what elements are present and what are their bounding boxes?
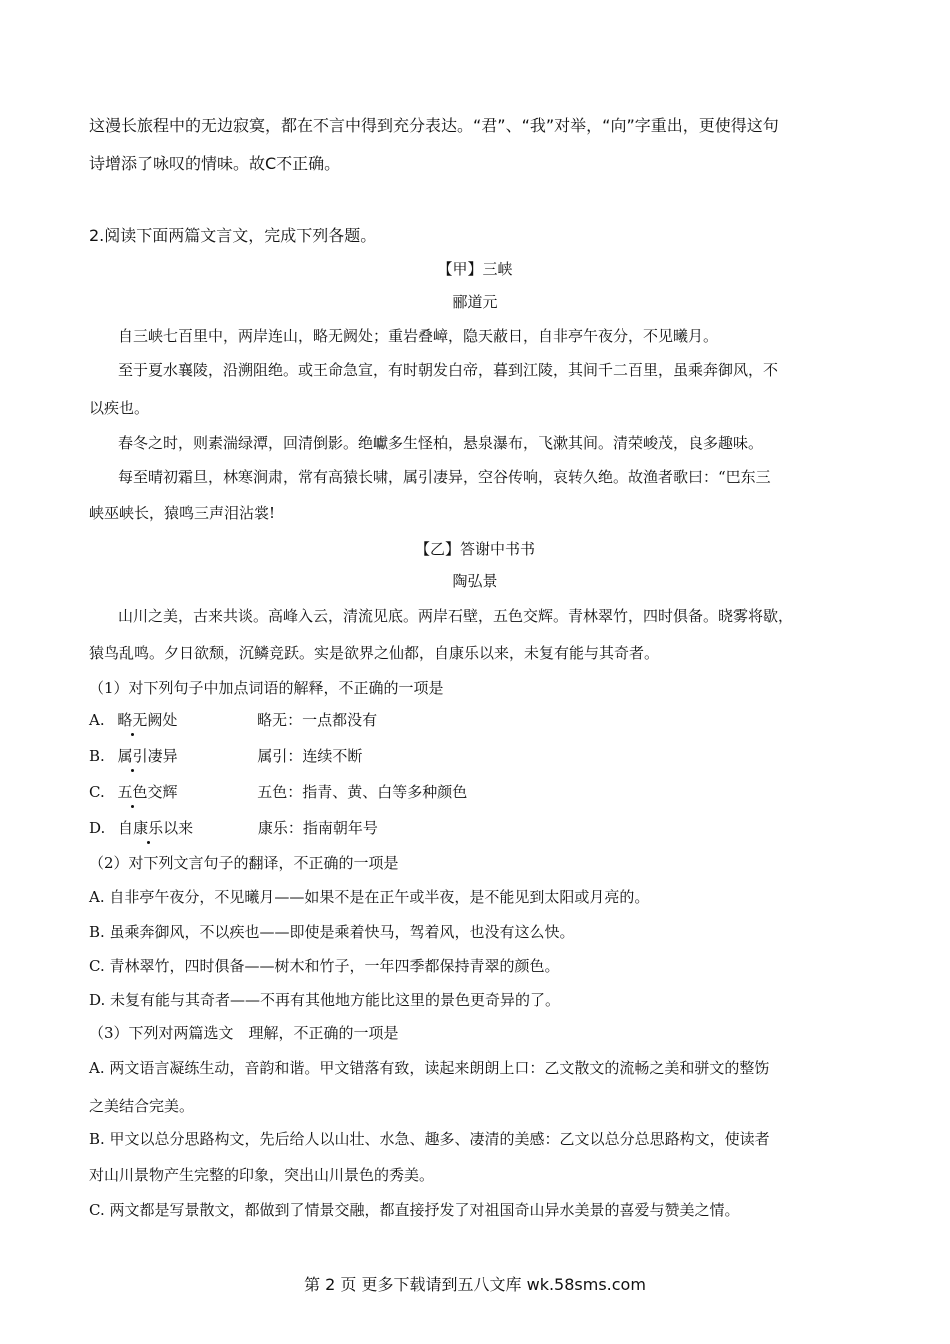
- option-sentence: 属引凄异: [117, 747, 178, 765]
- jia-author: 郦道元: [452, 293, 498, 311]
- q1-option-a: [89, 710, 377, 730]
- q1-option-b: [89, 746, 362, 766]
- q1-stem: （1）对下列句子中加点词语的解释，不正确的一项是: [89, 679, 444, 697]
- intro-line-1: 这漫长旅程中的无边寂寞，都在不言中得到充分表达。“君”、“我”对举，“向”字重出，更使得这句: [89, 116, 779, 135]
- q1-option-c: [89, 782, 467, 802]
- page-footer: 第 2 页 更多下载请到五八文库 wk.58sms.com: [304, 1275, 646, 1294]
- jia-paragraph-4-cont: 峡巫峡长，猿鸣三声泪沾裳!: [89, 504, 276, 522]
- dotted-word: 康乐: [133, 819, 164, 837]
- yi-paragraph-1-cont: 猿鸟乱鸣。夕日欲颓，沉鳞竞跃。实是欲界之仙都，自康乐以来，未复有能与其奇者。: [89, 644, 660, 662]
- option-gloss: 康乐：指南朝年号: [257, 819, 378, 837]
- q3-stem: （3）下列对两篇选文 理解，不正确的一项是: [89, 1024, 399, 1042]
- q3-option-b-cont: 对山川景物产生完整的印象，突出山川景色的秀美。: [89, 1166, 435, 1184]
- option-label: D.: [89, 819, 106, 837]
- dotted-word: 略无: [117, 711, 148, 729]
- q1-option-d: [89, 818, 378, 838]
- option-sentence: 五色交辉: [117, 783, 178, 801]
- q3-option-a-cont: 之美结合完美。: [89, 1097, 195, 1115]
- yi-paragraph-1: 山川之美，古来共谈。高峰入云，清流见底。两岸石壁，五色交辉。青林翠竹，四时俱备。晓雾将歇，: [118, 607, 794, 625]
- q2-option-b: B. 虽乘奔御风，不以疾也——即使是乘着快马，驾着风，也没有这么快。: [89, 923, 575, 941]
- dotted-word: 五色: [117, 783, 148, 801]
- q2-option-c: C. 青林翠竹，四时俱备——树木和竹子，一年四季都保持青翠的颜色。: [89, 957, 560, 975]
- q3-option-c: C. 两文都是写景散文，都做到了情景交融，都直接抒发了对祖国奇山异水美景的喜爱与赞美之情。: [89, 1201, 740, 1219]
- q2-option-a: A. 自非亭午夜分，不见曦月——如果不是在正午或半夜，是不能见到太阳或月亮的。: [89, 888, 650, 906]
- yi-title: 【乙】答谢中书书: [414, 540, 535, 558]
- jia-paragraph-1: 自三峡七百里中，两岸连山，略无阙处；重岩叠嶂，隐天蔽日，自非亭午夜分，不见曦月。: [118, 327, 719, 345]
- q2-option-d: D. 未复有能与其奇者——不再有其他地方能比这里的景色更奇异的了。: [89, 991, 561, 1009]
- question-heading: 2.阅读下面两篇文言文，完成下列各题。: [89, 226, 377, 245]
- option-gloss: 略无：一点都没有: [257, 711, 378, 729]
- option-label: C.: [89, 783, 105, 801]
- jia-title: 【甲】三峡: [437, 260, 513, 278]
- option-gloss: 属引：连续不断: [257, 747, 363, 765]
- jia-paragraph-2-cont: 以疾也。: [89, 399, 150, 417]
- option-sentence: 略无阙处: [117, 711, 178, 729]
- option-label: B.: [89, 747, 105, 765]
- q2-stem: （2）对下列文言句子的翻译，不正确的一项是: [89, 854, 399, 872]
- intro-line-2: 诗增添了咏叹的情味。故C不正确。: [89, 154, 341, 173]
- option-sentence: 自康乐以来: [118, 819, 194, 837]
- dotted-word: 属引: [117, 747, 148, 765]
- jia-paragraph-4: 每至晴初霜旦，林寒涧肃，常有高猿长啸，属引凄异，空谷传响，哀转久绝。故渔者歌曰：“巴东三: [118, 468, 771, 486]
- yi-author: 陶弘景: [452, 572, 498, 590]
- q3-option-a: A. 两文语言凝练生动，音韵和谐。甲文错落有致，读起来朗朗上口：乙文散文的流畅之美和骈文的整饬: [89, 1059, 770, 1077]
- jia-paragraph-3: 春冬之时，则素湍绿潭，回清倒影。绝巘多生怪柏，悬泉瀑布，飞漱其间。清荣峻茂，良多趣味。: [118, 434, 764, 452]
- option-label: A.: [89, 711, 105, 729]
- q3-option-b: B. 甲文以总分思路构文，先后给人以山壮、水急、趣多、凄清的美感：乙文以总分总思路构文，使读者: [89, 1130, 770, 1148]
- jia-paragraph-2: 至于夏水襄陵，沿溯阻绝。或王命急宣，有时朝发白帝，暮到江陵，其间千二百里，虽乘奔御风，不: [118, 361, 779, 379]
- option-gloss: 五色：指青、黄、白等多种颜色: [257, 783, 468, 801]
